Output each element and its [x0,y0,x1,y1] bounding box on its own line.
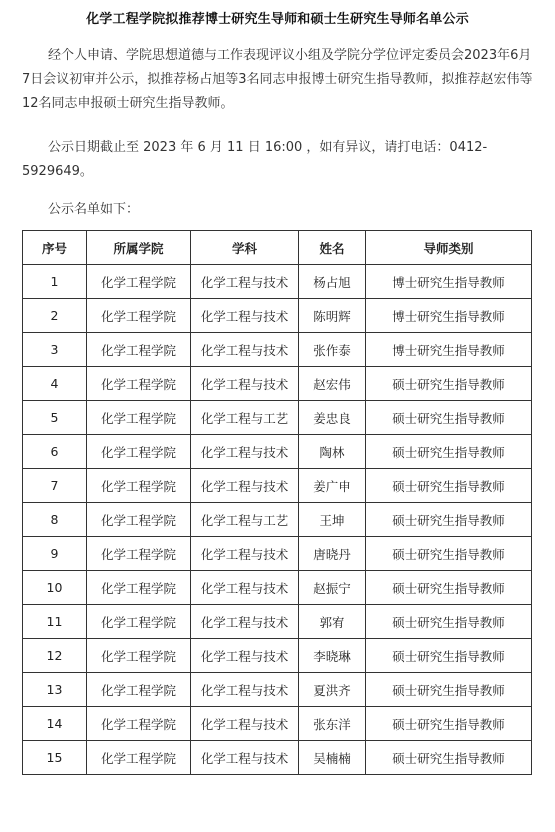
cell-name: 姜广申 [299,469,366,503]
cell-subject: 化学工程与技术 [191,707,299,741]
table-row [23,639,532,673]
cell-school: 化学工程学院 [87,707,191,741]
cell-school: 化学工程学院 [87,571,191,605]
table-row [23,435,532,469]
table-row [23,605,532,639]
cell-name: 杨占旭 [299,265,366,299]
cell-number: 7 [23,469,87,503]
cell-name: 夏洪齐 [299,673,366,707]
cell-supervisor-type: 硕士研究生指导教师 [366,673,532,707]
cell-school: 化学工程学院 [87,503,191,537]
table-row [23,571,532,605]
cell-name: 李晓琳 [299,639,366,673]
cell-number: 6 [23,435,87,469]
table-header-row [23,231,532,265]
cell-supervisor-type: 硕士研究生指导教师 [366,503,532,537]
cell-school: 化学工程学院 [87,537,191,571]
cell-school: 化学工程学院 [87,741,191,775]
cell-supervisor-type: 硕士研究生指导教师 [366,741,532,775]
cell-supervisor-type: 硕士研究生指导教师 [366,537,532,571]
cell-subject: 化学工程与技术 [191,367,299,401]
cell-number: 9 [23,537,87,571]
table-row [23,741,532,775]
cell-school: 化学工程学院 [87,299,191,333]
header-supervisor-type: 导师类别 [366,231,532,265]
cell-subject: 化学工程与技术 [191,571,299,605]
cell-school: 化学工程学院 [87,469,191,503]
cell-number: 2 [23,299,87,333]
cell-school: 化学工程学院 [87,367,191,401]
header-subject: 学科 [191,231,299,265]
cell-supervisor-type: 硕士研究生指导教师 [366,707,532,741]
cell-name: 郭宥 [299,605,366,639]
cell-name: 赵宏伟 [299,367,366,401]
table-row [23,707,532,741]
table-row [23,673,532,707]
page-title: 化学工程学院拟推荐博士研究生导师和硕士生研究生导师名单公示 [86,12,469,27]
cell-school: 化学工程学院 [87,605,191,639]
cell-number: 11 [23,605,87,639]
cell-supervisor-type: 硕士研究生指导教师 [366,605,532,639]
table-body [23,265,532,775]
table-row [23,401,532,435]
cell-number: 4 [23,367,87,401]
cell-supervisor-type: 硕士研究生指导教师 [366,469,532,503]
cell-number: 14 [23,707,87,741]
table-row [23,503,532,537]
cell-number: 1 [23,265,87,299]
cell-subject: 化学工程与技术 [191,537,299,571]
cell-subject: 化学工程与技术 [191,469,299,503]
cell-school: 化学工程学院 [87,401,191,435]
cell-name: 张东洋 [299,707,366,741]
cell-name: 陈明辉 [299,299,366,333]
cell-name: 赵振宁 [299,571,366,605]
table-row [23,299,532,333]
header-school: 所属学院 [87,231,191,265]
cell-name: 陶林 [299,435,366,469]
cell-number: 15 [23,741,87,775]
intro-paragraph: 经个人申请、学院思想道德与工作表现评议小组及学院分学位评定委员会2023年6月7日会议初审并公示，拟推荐杨占旭等3名同志申报博士研究生指导教师，拟推荐赵宏伟等12名同志申报硕士研究生指导教师。 [22,48,533,111]
cell-supervisor-type: 博士研究生指导教师 [366,333,532,367]
cell-supervisor-type: 硕士研究生指导教师 [366,571,532,605]
cell-school: 化学工程学院 [87,639,191,673]
cell-school: 化学工程学院 [87,435,191,469]
cell-subject: 化学工程与技术 [191,639,299,673]
cell-name: 唐晓丹 [299,537,366,571]
cell-number: 5 [23,401,87,435]
cell-name: 王坤 [299,503,366,537]
table-row [23,265,532,299]
cell-supervisor-type: 博士研究生指导教师 [366,265,532,299]
cell-subject: 化学工程与工艺 [191,401,299,435]
cell-subject: 化学工程与技术 [191,673,299,707]
cell-name: 姜忠良 [299,401,366,435]
cell-number: 3 [23,333,87,367]
cell-number: 10 [23,571,87,605]
cell-name: 张作泰 [299,333,366,367]
cell-subject: 化学工程与技术 [191,741,299,775]
cell-number: 8 [23,503,87,537]
cell-subject: 化学工程与技术 [191,265,299,299]
cell-school: 化学工程学院 [87,265,191,299]
table-row [23,333,532,367]
list-intro-text: 公示名单如下： [48,202,140,217]
cell-supervisor-type: 硕士研究生指导教师 [366,367,532,401]
cell-supervisor-type: 硕士研究生指导教师 [366,639,532,673]
deadline-paragraph: 公示日期截止至 2023 年 6 月 11 日 16:00 ，如有异议，请打电话：0412-5929649。 [22,140,488,179]
header-name: 姓名 [299,231,366,265]
table-row [23,367,532,401]
supervisor-table [22,230,532,775]
cell-number: 12 [23,639,87,673]
cell-supervisor-type: 博士研究生指导教师 [366,299,532,333]
cell-number: 13 [23,673,87,707]
cell-school: 化学工程学院 [87,673,191,707]
cell-school: 化学工程学院 [87,333,191,367]
cell-subject: 化学工程与技术 [191,605,299,639]
cell-subject: 化学工程与技术 [191,435,299,469]
cell-subject: 化学工程与技术 [191,299,299,333]
table-row [23,537,532,571]
cell-supervisor-type: 硕士研究生指导教师 [366,435,532,469]
header-number: 序号 [23,231,87,265]
cell-supervisor-type: 硕士研究生指导教师 [366,401,532,435]
table-row [23,469,532,503]
cell-subject: 化学工程与工艺 [191,503,299,537]
cell-subject: 化学工程与技术 [191,333,299,367]
cell-name: 吴楠楠 [299,741,366,775]
